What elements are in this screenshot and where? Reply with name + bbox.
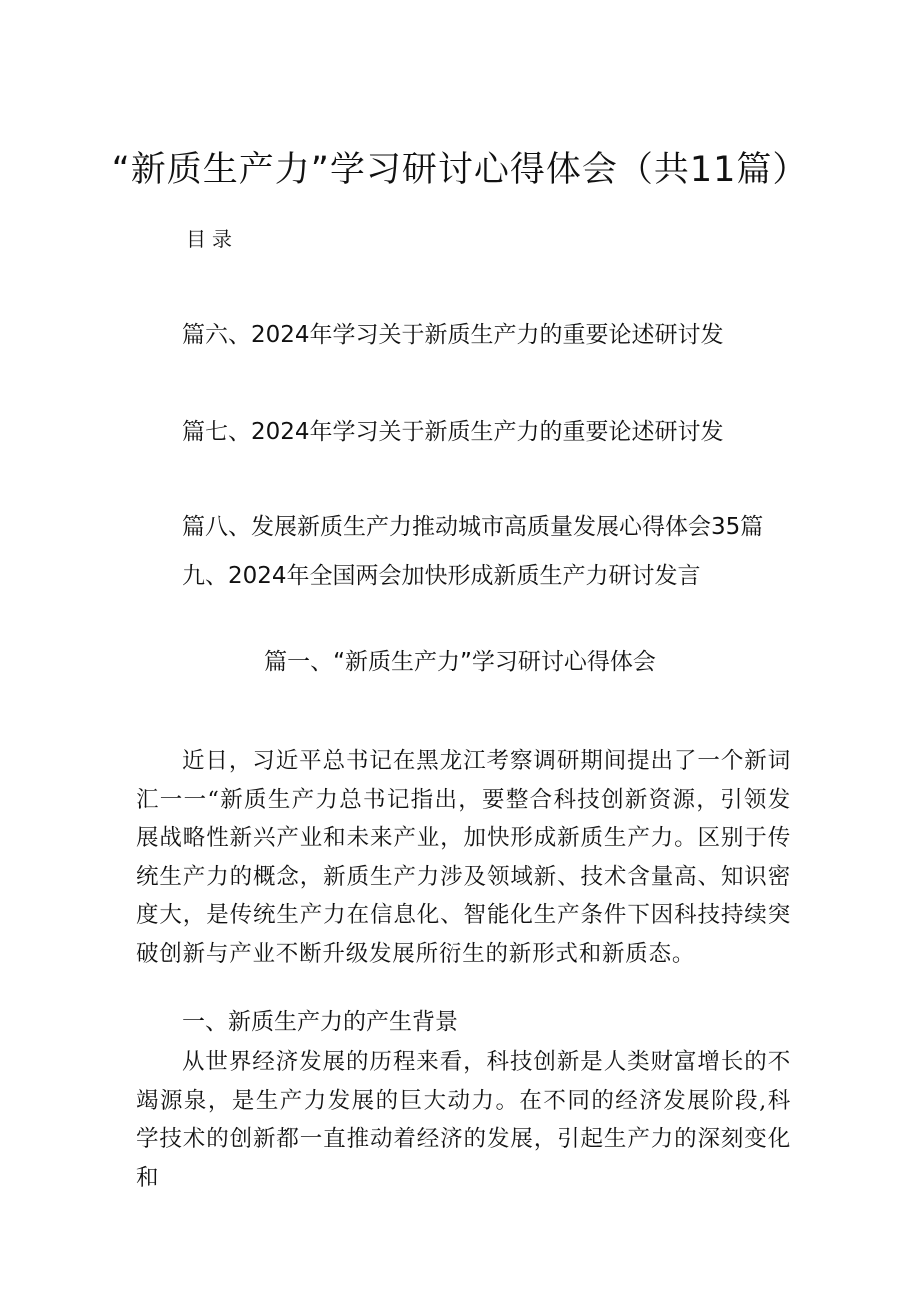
toc-item: 篇六、2024年学习关于新质生产力的重要论述研讨发 [182, 322, 724, 348]
toc-item: 篇七、2024年学习关于新质生产力的重要论述研讨发 [182, 419, 724, 445]
document-title: “新质生产力”学习研讨心得体会（共11篇） [111, 150, 809, 190]
body-paragraph: 近日，习近平总书记在黑龙江考察调研期间提出了一个新词汇一一“新质生产力总书记指出，要整合科技创新资源，引领发展战略性新兴产业和未来产业，加快形成新质生产力。区别于传统生产力的概念，新质生产力涉及领域新、技术含量高、知识密度大，是传统生产力在信息化、智能化生产条件下因科技持续突破创新与产业不断升级发展所衍生的新形式和新质态。 [136, 748, 791, 967]
toc-item: 篇八、发展新质生产力推动城市高质量发展心得体会35篇 [182, 514, 764, 540]
toc-label: 目录 [186, 227, 238, 251]
section-heading: 一、新质生产力的产生背景 [182, 1009, 458, 1035]
toc-item: 九、2024年全国两会加快形成新质生产力研讨发言 [182, 563, 701, 589]
body-paragraph: 从世界经济发展的历程来看，科技创新是人类财富增长的不竭源泉，是生产力发展的巨大动力。在不同的经济发展阶段,科学技术的创新都一直推动着经济的发展，引起生产力的深刻变化和 [136, 1049, 791, 1191]
chapter-heading: 篇一、“新质生产力”学习研讨心得体会 [264, 649, 656, 675]
